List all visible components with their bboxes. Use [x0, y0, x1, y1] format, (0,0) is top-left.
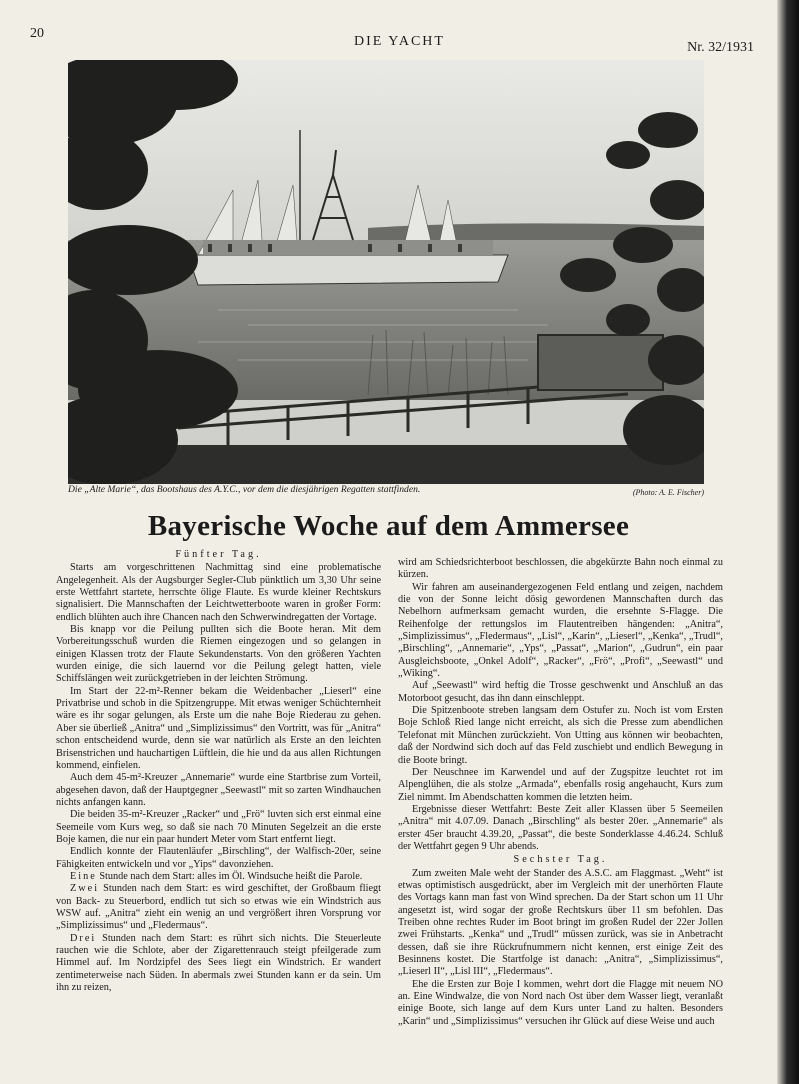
paragraph-text: Starts am vorgeschrittenen Nachmittag sind eine problematische Angelegenheit. Als der Augsburger Segler-Club pünktlich um 3,30 Uhr seine erste Wettfahrt startete, herrschte ölige Flaute. Es wurde kleiner Rechtskurs signalisiert. Die Mannschaften der Leichtwetterboote waren in großer Form: endlich blühten auch ihre Chancen nach den Schwerwindregatten der Vortage.	[56, 562, 381, 623]
paragraph-text: Zum zweiten Male weht der Stander des A.S.C. am Flaggmast. „Weht“ ist etwas optimistisch ausgedrückt, aber im Vergleich mit der unerhörten Flaute des Vortags kann man fast von Wind sprechen. Da der Start schon um 11 Uhr angesetzt ist, wird sogar der große Rechtskurs über 11 sm befohlen. Das Treiben ohne rechtes Ruder im Boot bringt im großen Rudel der 22er Jollen zwei Frühstarts. „Kenka“ und „Trudl“ müssen zurück, was sie in Anbetracht dessen, daß sie ihre Rückrufnummern nicht kennen, erst einige Zeit des Besinnens kostet. Die Startfolge ist danach: „Anitra“, „Simplizissimus“, „Lieserl II“, „Lisl III“, „Fledermaus“.	[398, 867, 723, 978]
paragraph	[56, 933, 381, 995]
paragraph-text: Endlich konnte der Flautenläufer „Birschling“, der Walfisch-20er, seine Fähigkeiten entwickeln und vor „Yips“ davonziehen.	[56, 846, 381, 870]
paragraph	[398, 868, 723, 979]
magazine-title: DIE YACHT	[354, 34, 445, 49]
caption-text: Die „Alte Marie“, das Bootshaus des A.Y.C., vor dem die diesjährigen Regatten stattfinden.	[68, 484, 421, 495]
paragraph	[398, 680, 723, 705]
section-subheading: Sechster Tag.	[513, 854, 608, 866]
paragraph-text: Stunden nach dem Start: es rührt sich nichts. Die Steuerleute rauchen wie die Schlote, aber der Zigarettenrauch steigt pfeilgerade zum Himmel auf. Im Nordzipfel des Sees liegt ein Windstrich. Er wandert zentimeterweise nach Süden. In abermals zwei Stunden kann er da sein. Um ihn zu reizen,	[56, 932, 381, 994]
paragraph-text: Wir fahren am auseinandergezogenen Feld entlang und zeigen, nachdem die von der Sonne leicht dösig gewordenen Mannschaften durch das Nebelhorn aufmerksam gemacht wurden, die ersehnte S-Flagge. Die Reihenfolge der rettungslos im Flautentreiben hängenden: „Anitra“, „Simplizissimus“, „Fledermaus“, „Lisl“, „Karin“, „Lieserl“, „Kenka“, „Trudl“, „Birschling“, „Annemarie“, „Yps“, „Passat“, „Marion“, „Gudrun“, ein paar Ausgleichsboote, „Onkel Adolf“, „Racker“, „Frö“, „Profi“, „Seewastl“ und „Wiking“.	[398, 581, 723, 680]
paragraph-text: Der Neuschnee im Karwendel und auf der Zugspitze leuchtet rot im Alpenglühen, die als stolze „Armada“, ebenfalls rosig angehaucht, Kurs zum Ziel nimmt. Im Abendschatten kommen die letzten heim.	[398, 766, 723, 803]
section-subheading: Fünfter Tag.	[175, 549, 262, 560]
paragraph	[56, 883, 381, 932]
article-column-left	[56, 548, 381, 994]
paragraph	[56, 772, 381, 809]
paragraph-text: Ehe die Ersten zur Boje I kommen, wehrt dort die Flagge mit neuem NO an. Eine Windwalze, die von Nord nach Ost über dem Wasser liegt, veranlaßt einige Boote, sich lange auf dem Kurs unter Land zu halten. Besonders „Karin“ und „Simplizissimus“ versuchen ihr Glück auf diese Weise und auch	[398, 978, 723, 1027]
paragraph	[56, 624, 381, 686]
article-title: Bayerische Woche auf dem Ammersee	[147, 510, 630, 542]
paragraph-text: Bis knapp vor die Peilung pullten sich die Boote heran. Mit dem Vorbereitungsschuß wurden die Riemen eingezogen und so gelangen in einigen Klassen trotz der Flaute Sekundenstarts. Von den größeren Yachten wurden einige, die sich lauernd vor die Peilung gelegt hatten, viele Schiffslängen weit zurückgetrieben in der leichten Strömung.	[56, 624, 381, 685]
paragraph	[56, 871, 381, 883]
spaced-lead-word: Zwei	[70, 883, 100, 895]
paragraph	[398, 979, 723, 1028]
paragraph-text: Ergebnisse dieser Wettfahrt: Beste Zeit aller Klassen über 5 Seemeilen „Anitra“ mit 4.07.09. Danach „Birschling“ als bester 20er. „Annemarie“ als erster 45er braucht 4.39.20, „Passat“, die beste Sonderklasse 4.46.24. Schluß der Wettfahrt gegen 9 Uhr abends.	[398, 803, 723, 852]
page-binding-shadow	[777, 0, 799, 1084]
issue-number: Nr. 32/1931	[687, 40, 754, 55]
paragraph	[56, 562, 381, 624]
paragraph	[56, 809, 381, 846]
paragraph-text: Die Spitzenboote streben langsam dem Ostufer zu. Noch ist vom Ersten Boje Schloß Ried lange nicht erreicht, als sich die Presse zum abendlichen Telefonat mit München zurückzieht. Von Utting aus können wir beobachten, daß der Nordwind sich doch auf das Feld zuschiebt und endlich Bewegung in die Boote bringt.	[398, 705, 723, 766]
paragraph	[398, 582, 723, 681]
spaced-lead-word: Eine	[70, 870, 97, 882]
paragraph	[398, 557, 723, 582]
paragraph-text: Stunden nach dem Start: es wird geschiftet, der Großbaum fliegt von Back- zu Steuerbord, endlich tut sich so etwas wie ein Windstrich aus WSW auf. „Anitra“ zieht ein wenig an und vergrößert ihren Vorsprung vor „Simplizissimus“ und „Fledermaus“.	[56, 883, 381, 932]
paragraph-text: Im Start der 22-m²-Renner bekam die Weidenbacher „Lieserl“ eine Privatbrise und schob in die Spitzengruppe. Mit etwas weniger Schüchternheit wäre es ihr sogar gelungen, als Erste um die nahe Boje Riederau zu gehen. Aber sie überließ „Anitra“ und „Simplizissimus“ den Vortritt, was für „Anitra“ schon entscheidend wurde, denn sie war natürlich als Erste an den leichten Brisenstrichen und hauchartigen Lüftlein, die hie und da aus allen Richtungen kommend, einfielen.	[56, 685, 381, 771]
paragraph-text: Stunde nach dem Start: alles im Öl. Windsuche heißt die Parole.	[96, 870, 363, 882]
paragraph-text: Auf „Seewastl“ wird heftig die Trosse geschwenkt und Anschluß an das Motorboot gesucht, das ihn dann einschleppt.	[398, 680, 723, 704]
page-number: 20	[30, 26, 44, 41]
paragraph	[398, 767, 723, 804]
photo-caption	[68, 484, 704, 500]
paragraph	[398, 804, 723, 853]
spaced-lead-word: Drei	[70, 932, 97, 944]
paragraph	[56, 846, 381, 871]
boathouse-photo	[68, 60, 704, 484]
paragraph-text: wird am Schiedsrichterboot beschlossen, die abgekürzte Bahn noch einmal zu kürzen.	[398, 557, 723, 581]
article-column-right	[398, 557, 723, 1028]
photo-credit: (Photo: A. E. Fischer)	[632, 488, 704, 497]
paragraph-text: Die beiden 35-m²-Kreuzer „Racker“ und „Frö“ luvten sich erst einmal eine Seemeile vom Kurs weg, so daß sie nach 70 Minuten Segelzeit an die erste Boje kamen, die nur ein paar hundert Meter vom Start entfernt liegt.	[56, 809, 381, 845]
paragraph-text: Auch dem 45-m²-Kreuzer „Annemarie“ wurde eine Startbrise zum Vorteil, abgesehen davon, daß der Hauptgegner „Seewastl“ mit so zarten Windhauchen nichts anfangen kann.	[56, 772, 381, 808]
paragraph	[56, 686, 381, 772]
paragraph	[398, 705, 723, 767]
